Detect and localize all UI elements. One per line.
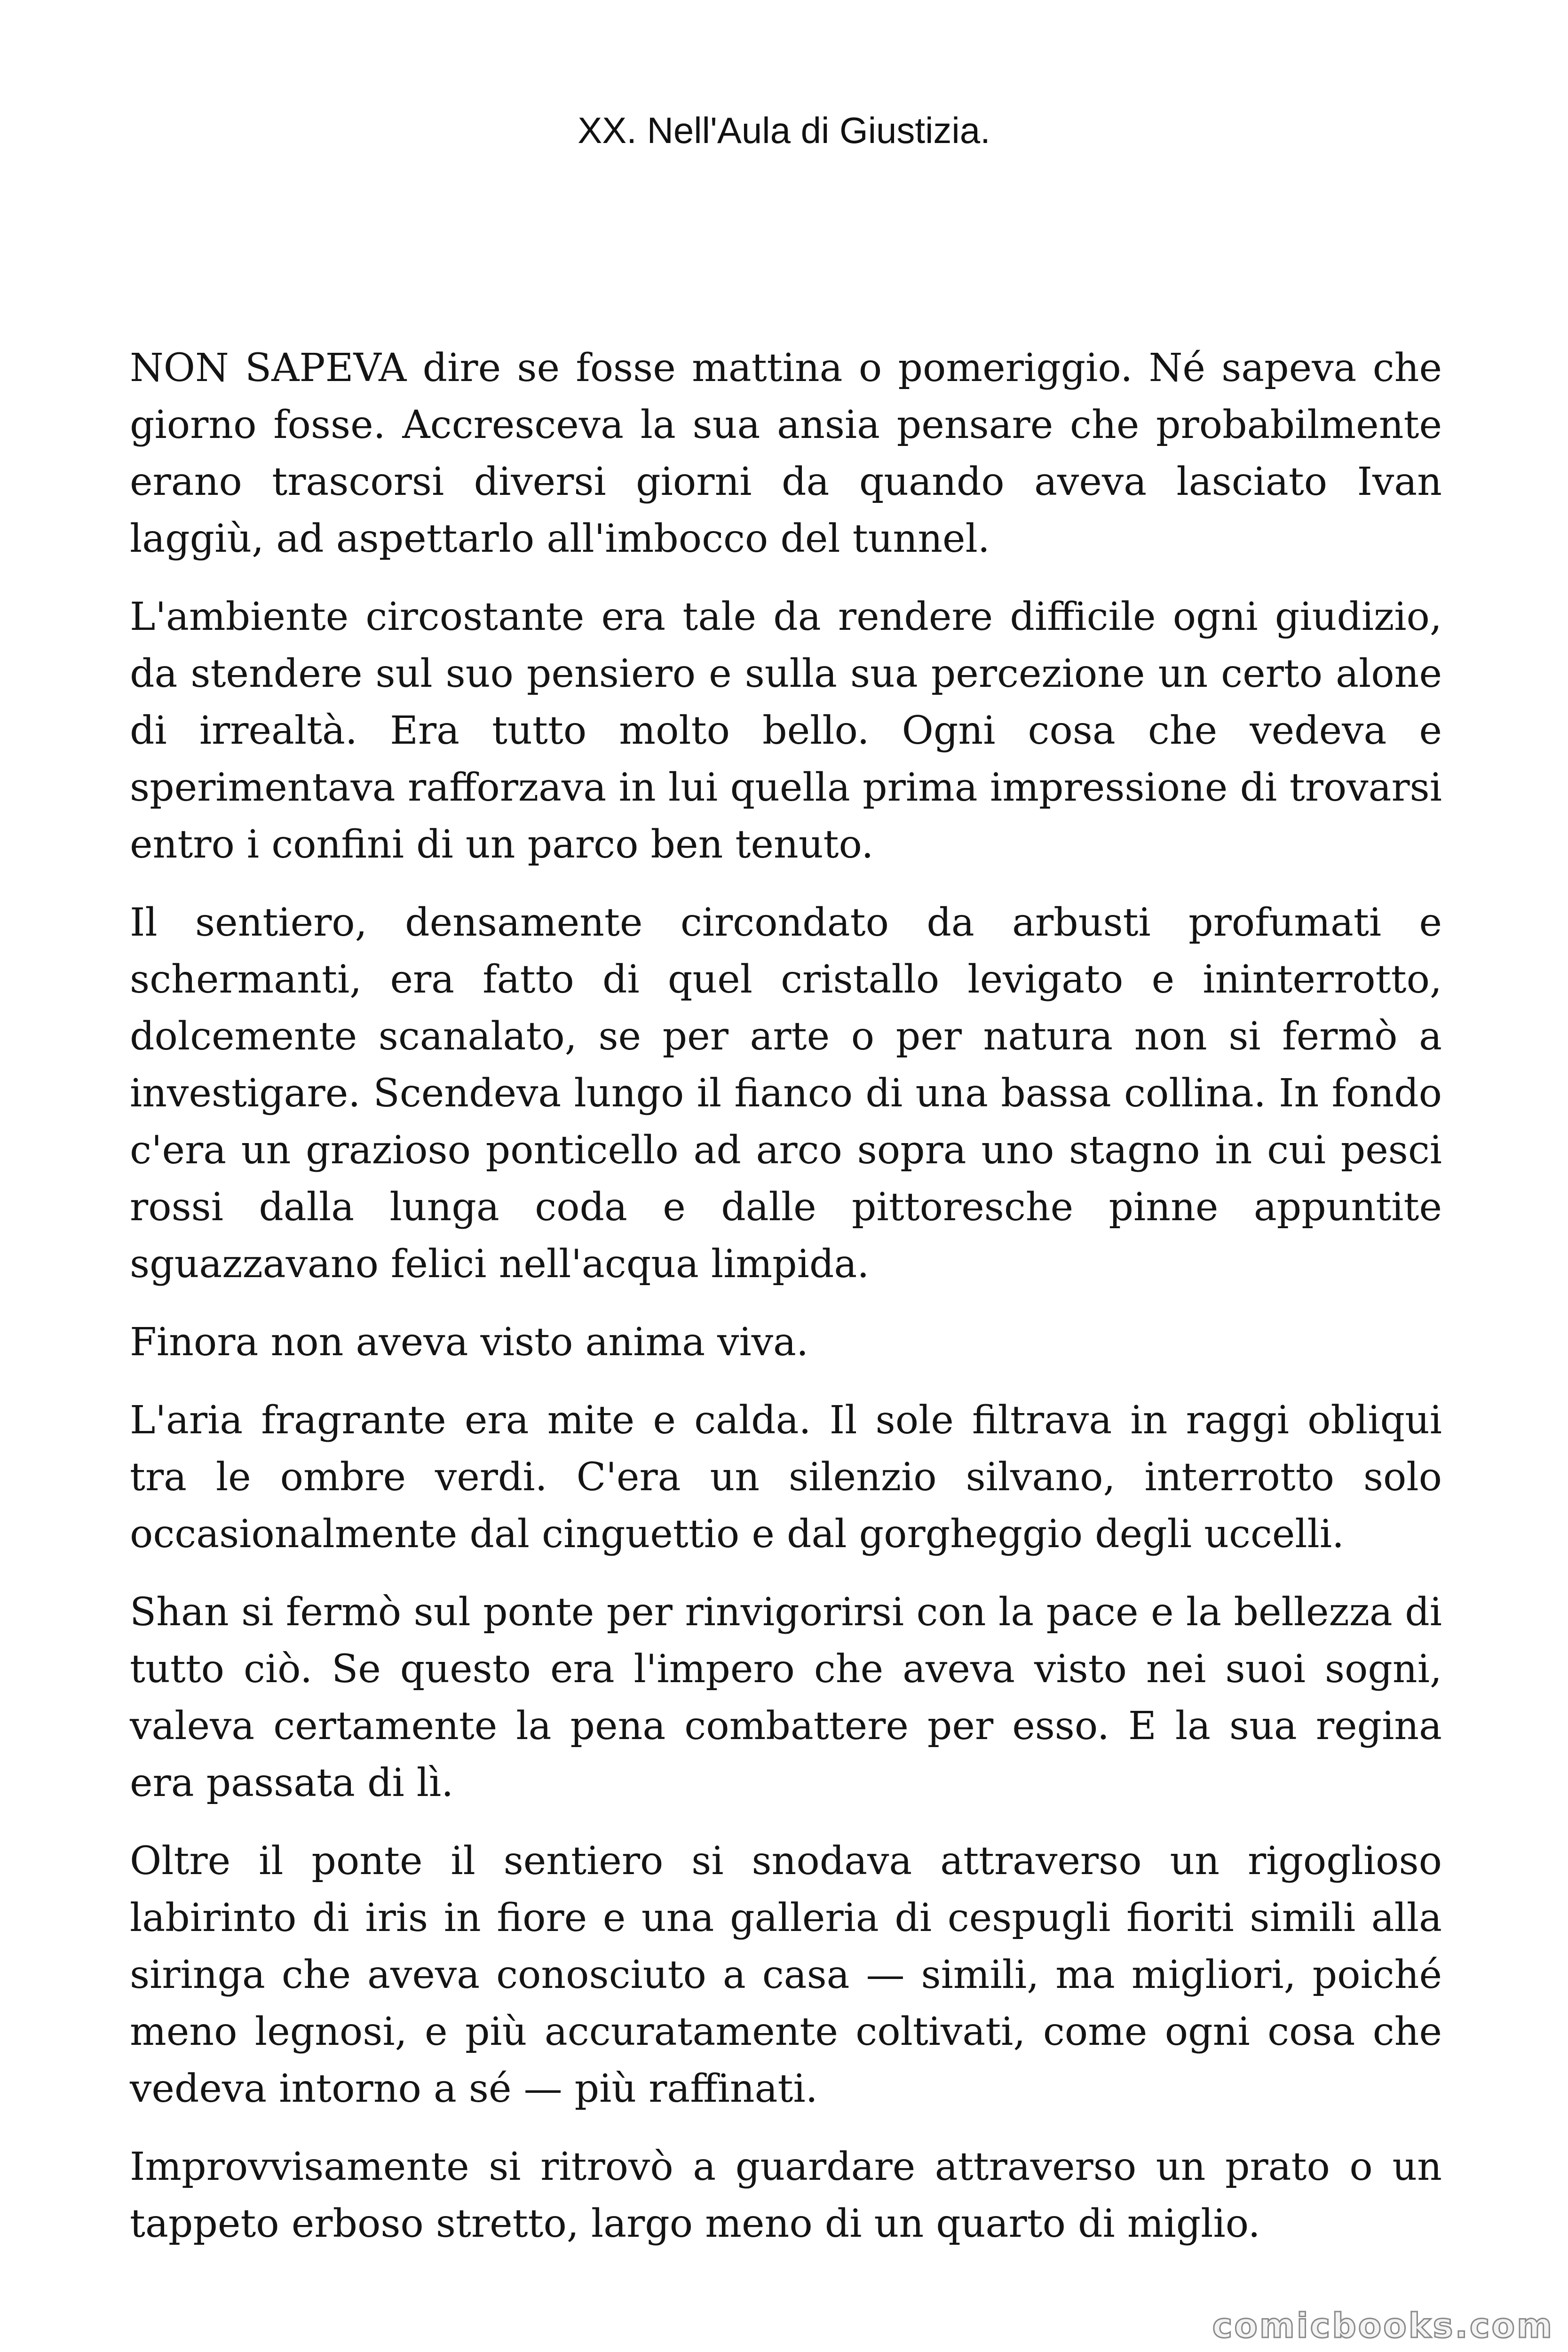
paragraph: L'ambiente circostante era tale da rendere difficile ogni giudizio, da stendere sul suo pensiero e sulla sua percezione un certo alone di irrealtà. Era tutto molto bello. Ogni cosa che vedeva e sperimentava rafforzava in lui quella prima impressione di trovarsi entro i confini di un parco ben tenuto.: [130, 595, 1442, 867]
body-text: [130, 340, 1442, 2273]
chapter-title: XX. Nell'Aula di Giustizia.: [578, 110, 990, 151]
paragraph: NON SAPEVA dire se fosse mattina o pomeriggio. Né sapeva che giorno fosse. Accresceva la sua ansia pensare che probabilmente erano trascorsi diversi giorni da quando aveva lasciato Ivan laggiù, ad aspettarlo all'imbocco del tunnel.: [130, 346, 1442, 561]
paragraph: Improvvisamente si ritrovò a guardare attraverso un prato o un tappeto erboso stretto, largo meno di un quarto di miglio.: [130, 2145, 1442, 2246]
watermark: comicbooks.com: [1212, 2306, 1554, 2345]
paragraph: Finora non aveva visto anima viva.: [130, 1320, 809, 1365]
paragraph: L'aria fragrante era mite e calda. Il sole filtrava in raggi obliqui tra le ombre verdi. C'era un silenzio silvano, interrotto solo occasionalmente dal cinguettio e dal gorgheggio degli uccelli.: [130, 1398, 1442, 1557]
paragraph: Oltre il ponte il sentiero si snodava attraverso un rigoglioso labirinto di iris in fiore e una galleria di cespugli fioriti simili alla siringa che aveva conosciuto a casa — simili, ma migliori, poiché meno legnosi, e più accuratamente coltivati, come ogni cosa che vedeva intorno a sé — più raffinati.: [130, 1839, 1442, 2111]
paragraph: Shan si fermò sul ponte per rinvigorirsi con la pace e la bellezza di tutto ciò. Se questo era l'impero che aveva visto nei suoi sogni, valeva certamente la pena combattere per esso. E la sua regina era passata di lì.: [130, 1590, 1442, 1805]
paragraph: Il sentiero, densamente circondato da arbusti profumati e schermanti, era fatto di quel cristallo levigato e ininterrotto, dolcemente scanalato, se per arte o per natura non si fermò a investigare. Scendeva lungo il fianco di una bassa collina. In fondo c'era un grazioso ponticello ad arco sopra uno stagno in cui pesci rossi dalla lunga coda e dalle pittoresche pinne appuntite sguazzavano felici nell'acqua limpida.: [130, 900, 1442, 1287]
